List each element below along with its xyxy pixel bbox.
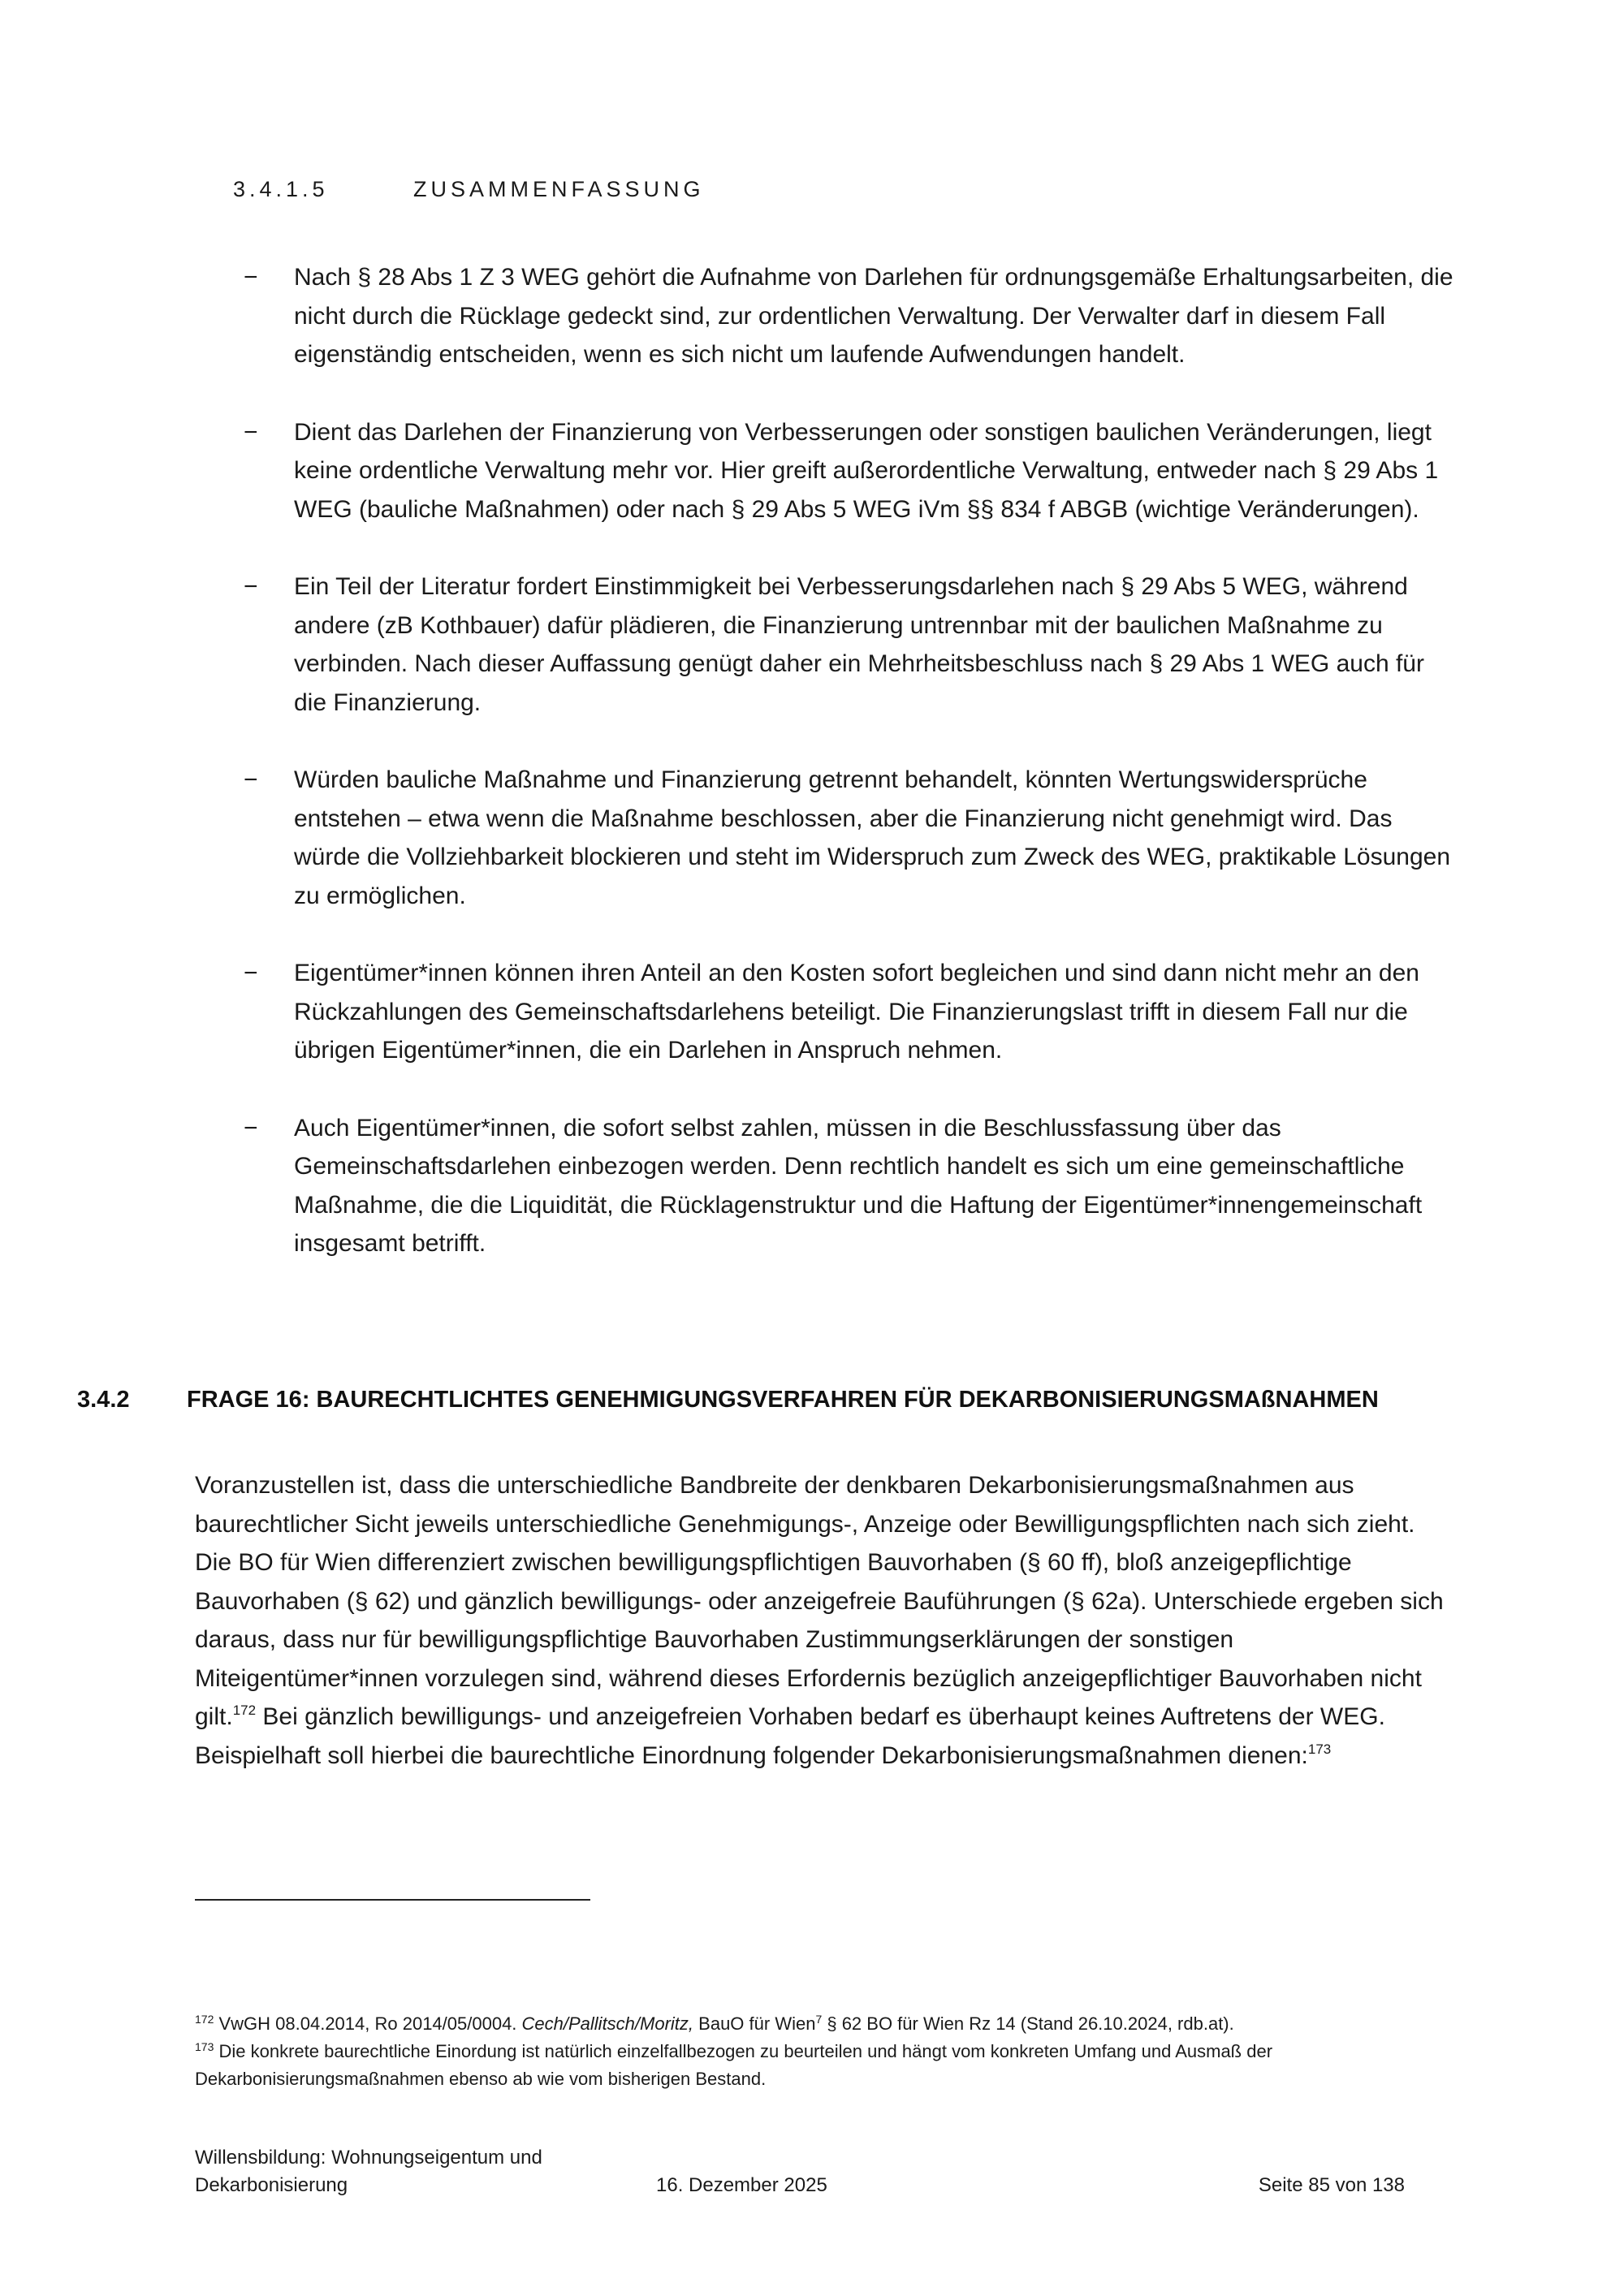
subsection-number: 3.4.1.5: [233, 177, 329, 201]
edition-superscript: 7: [815, 2013, 823, 2026]
bullet-text: Dient das Darlehen der Finanzierung von Verbesserungen oder sonstigen baulichen Veränderungen, liegt keine ordentliche Verwaltung mehr vor. Hier greift außerordentliche Verwaltung, entweder nach § 29 Abs 1 WEG (bauliche Maßnahmen) oder nach § 29 Abs 5 WEG iVm §§ 834 f ABGB (wichtige Veränderungen).: [294, 418, 1439, 523]
footnote-text: Die konkrete baurechtliche Einordung ist natürlich einzelfallbezogen zu beurteilen und hängt vom konkreten Umfang und Ausmaß der Dekarbonisierungsmaßnahmen ebenso ab wie vom bisherigen Bestand.: [195, 2041, 1273, 2089]
footnote-number: 173: [195, 2040, 214, 2053]
bullet-text: Eigentümer*innen können ihren Anteil an den Kosten sofort begleichen und sind dann nicht mehr an den Rückzahlungen des Gemeinschaftsdarlehens beteiligt. Die Finanzierungslast trifft in diesem Fall nur die übrigen Eigentümer*innen, die ein Darlehen in Anspruch nehmen.: [294, 960, 1419, 1064]
bullet-dash: −: [244, 418, 258, 446]
list-item: [244, 568, 1462, 722]
footer-title: Willensbildung: Wohnungseigentum und Dekarbonisierung: [195, 2147, 542, 2196]
bullet-dash: −: [244, 960, 258, 986]
subsection-title: ZUSAMMENFASSUNG: [413, 177, 705, 201]
footer-page-number: Seite 85 von 138: [1258, 2174, 1405, 2196]
footnote-173: [195, 2038, 1445, 2093]
list-item: [244, 761, 1462, 915]
footnote-172: [195, 2010, 1445, 2038]
body-paragraph: [195, 1466, 1453, 1775]
bullet-text: Nach § 28 Abs 1 Z 3 WEG gehört die Aufnahme von Darlehen für ordnungsgemäße Erhaltungsarbeiten, die nicht durch die Rücklage gedeckt sind, zur ordentlichen Verwaltung. Der Verwalter darf in diesem Fall eigenständig entscheiden, wenn es sich nicht um laufende Aufwendungen handelt.: [294, 264, 1453, 368]
bullet-dash: −: [244, 1114, 258, 1142]
section-title: FRAGE 16: BAURECHTLICHTES GENEHMIGUNGSVERFAHREN FÜR DEKARBONISIERUNGSMAßNAHMEN: [187, 1387, 1379, 1413]
footnote-separator: [195, 1899, 590, 1901]
footnote-ref-173[interactable]: 173: [1307, 1741, 1332, 1757]
subsection-heading: [233, 177, 705, 202]
bullet-dash: −: [244, 766, 258, 793]
bullet-dash: −: [244, 264, 258, 291]
section-heading: [77, 1387, 1379, 1413]
footnote-authors: Cech/Pallitsch/Moritz,: [521, 2013, 694, 2034]
footnote-ref-172[interactable]: 172: [232, 1703, 257, 1718]
summary-bullet-list: [244, 258, 1462, 1302]
section-number: 3.4.2: [77, 1387, 130, 1413]
list-item: [244, 258, 1462, 374]
footnote-text: § 62 BO für Wien Rz 14 (Stand 26.10.2024, rdb.at).: [822, 2013, 1234, 2034]
footnote-number: 172: [195, 2013, 214, 2026]
footnote-text: BauO für Wien: [693, 2013, 816, 2034]
bullet-dash: −: [244, 573, 258, 600]
list-item: [244, 954, 1462, 1070]
bullet-text: Ein Teil der Literatur fordert Einstimmigkeit bei Verbesserungsdarlehen nach § 29 Abs 5 WEG, während andere (zB Kothbauer) dafür plädieren, die Finanzierung untrennbar mit der baulichen Maßnahme zu verbinden. Nach dieser Auffassung genügt daher ein Mehrheitsbeschluss nach § 29 Abs 1 WEG auch für die Finanzierung.: [294, 573, 1424, 716]
list-item: [244, 413, 1462, 529]
list-item: [244, 1109, 1462, 1263]
footnote-text: VwGH 08.04.2014, Ro 2014/05/0004.: [218, 2013, 522, 2034]
footer-date: 16. Dezember 2025: [656, 2174, 827, 2196]
paragraph-text-part1: Voranzustellen ist, dass die unterschiedliche Bandbreite der denkbaren Dekarbonisierungsmaßnahmen aus baurechtlicher Sicht jeweils unterschiedliche Genehmigungs-, Anzeige oder Bewilligungspflichten nach sich zieht. Die BO für Wien differenziert zwischen bewilligungspflichtigen Bauvorhaben (§ 60 ff), bloß anzeigepflichtige Bauvorhaben (§ 62) und gänzlich bewilligungs- oder anzeigefreie Bauführungen (§ 62a). Unterschiede ergeben sich daraus, dass nur für bewilligungspflichtige Bauvorhaben Zustimmungserklärungen der sonstigen Miteigentümer*innen vorzulegen sind, während dieses Erfordernis bezüglich anzeigepflichtiger Bauvorhaben nicht gilt.: [195, 1472, 1444, 1730]
paragraph-text-part2: Bei gänzlich bewilligungs- und anzeigefreien Vorhaben bedarf es überhaupt keines Auftretens der WEG. Beispielhaft soll hierbei die baurechtliche Einordnung folgender Dekarbonisierungsmaßnahmen dienen:: [195, 1703, 1385, 1769]
bullet-text: Würden bauliche Maßnahme und Finanzierung getrennt behandelt, könnten Wertungswidersprüche entstehen – etwa wenn die Maßnahme beschlossen, aber die Finanzierung nicht genehmigt wird. Das würde die Vollziehbarkeit blockieren und steht im Widerspruch zum Zweck des WEG, praktikable Lösungen zu ermöglichen.: [294, 766, 1451, 909]
footnotes: [195, 2010, 1445, 2093]
bullet-text: Auch Eigentümer*innen, die sofort selbst zahlen, müssen in die Beschlussfassung über das Gemeinschaftsdarlehen einbezogen werden. Denn rechtlich handelt es sich um eine gemeinschaftliche Maßnahme, die die Liquidität, die Rücklagenstruktur und die Haftung der Eigentümer*innengemeinschaft insgesamt betrifft.: [294, 1114, 1423, 1257]
